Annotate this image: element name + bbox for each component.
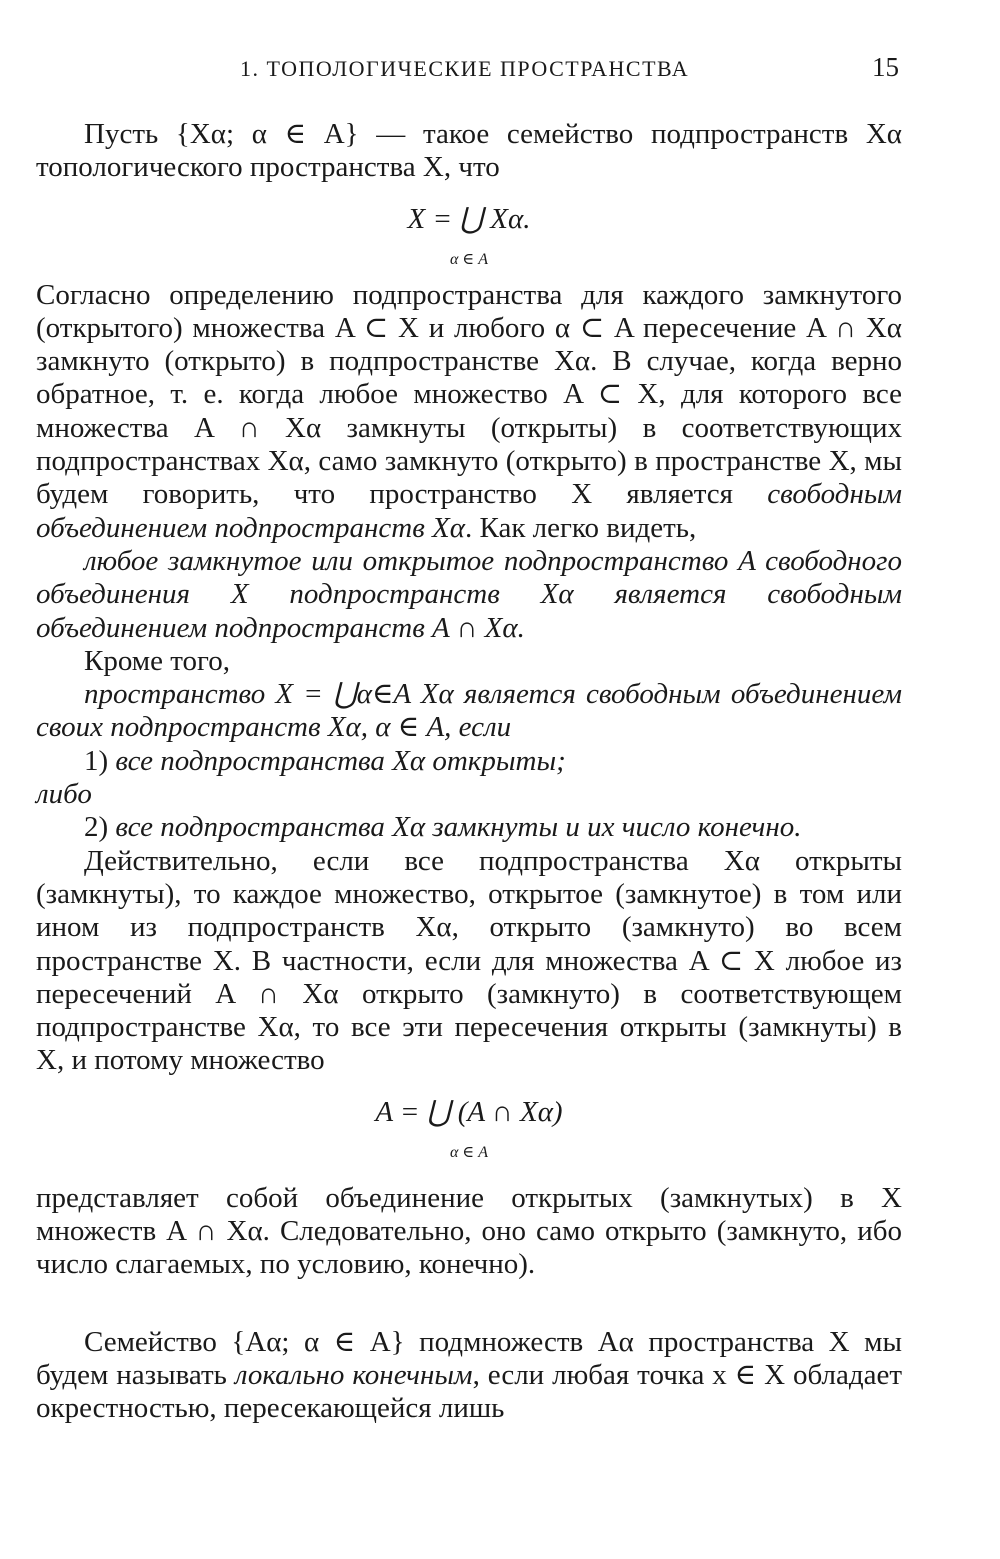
formula-union-main: X = ⋃ Xα. [407, 202, 531, 235]
page-body [36, 118, 902, 1426]
p11-text-2: , если любая точка x ∈ X обладает окрестностью, пересекающейся лишь [36, 1358, 903, 1425]
term-free-union: свободным объединением подпространств Xα [36, 478, 902, 544]
formula-union-intersections-main: A = ⋃ (A ∩ Xα) [375, 1095, 563, 1128]
formula-union-subscript: α ∈ A [449, 250, 488, 268]
formula-union-intersections-subscript: α ∈ A [449, 1143, 488, 1161]
paragraph-conclusion: представляет собой объединение открытых (замкнутых) в X множеств A ∩ Xα. Следовательно, оно само открыто (замкнуто, ибо число слагаемых, по условию, конечно). [36, 1181, 902, 1281]
condition-or: либо [36, 778, 92, 811]
paragraph-proof: Действительно, если все подпространства Xα открыты (замкнуты), то каждое множество, открытое (замкнутое) в том или ином из подпространств Xα, открыто (замкнуто) во всем пространстве X. В частности, если для множества A ⊂ X любое из пересечений A ∩ Xα открыто (замкнуто) в соответствующем подпространстве Xα, то все эти пересечения открыты (замкнуты) в X, и потому множество [36, 844, 902, 1077]
section-gap [36, 1282, 902, 1326]
formula-union [36, 185, 902, 279]
paragraph-family-definition: Пусть {Xα; α ∈ A} — такое семейство подпространств Xα топологического пространства X, что [36, 118, 902, 184]
paragraph-moreover: Кроме того, [84, 644, 230, 677]
paragraph-free-union-definition [36, 279, 902, 545]
formula-union-intersections [36, 1078, 902, 1182]
p11-text-1: Семейство {Aα; α ∈ A} подмножеств Aα пространства X мы будем называть [36, 1325, 902, 1391]
condition-2-number: 2) [84, 811, 109, 844]
condition-1 [36, 745, 902, 778]
statement-closed-open-subspace: любое замкнутое или открытое подпространство A свободного объединения X подпространств Xα является свободным объединением подпространств A ∩ Xα. [36, 544, 902, 644]
paragraph-locally-finite [36, 1326, 902, 1426]
page-header [0, 52, 1000, 88]
page-number: 15 [872, 52, 899, 82]
condition-2-text: все подпространства Xα замкнуты и их число конечно. [115, 811, 802, 844]
term-locally-finite: локально конечным [234, 1358, 473, 1391]
statement-free-union-conditions: пространство X = ⋃α∈A Xα является свободным объединением своих подпространств Xα, α ∈ A, если [36, 678, 902, 744]
condition-1-text: все подпространства Xα открыты; [115, 744, 566, 777]
p2-text-1: Согласно определению подпространства для каждого замкнутого (открытого) множества A ⊂ X и любого α ⊂ A пересечение A ∩ Xα замкнуто (открыто) в подпространстве Xα. В случае, когда верно обратное, т. е. когда любое множество A ⊂ X, для которого все множества A ∩ Xα замкнуты (открыты) в соответствующих подпространствах Xα, само замкнуто (открыто) в пространстве X, мы будем говорить, что пространство X является [36, 278, 902, 511]
running-title: 1. ТОПОЛОГИЧЕСКИЕ ПРОСТРАНСТВА [240, 56, 690, 81]
condition-2 [36, 811, 902, 844]
condition-1-number: 1) [84, 744, 109, 777]
p2-text-2: . Как легко видеть, [464, 511, 697, 544]
